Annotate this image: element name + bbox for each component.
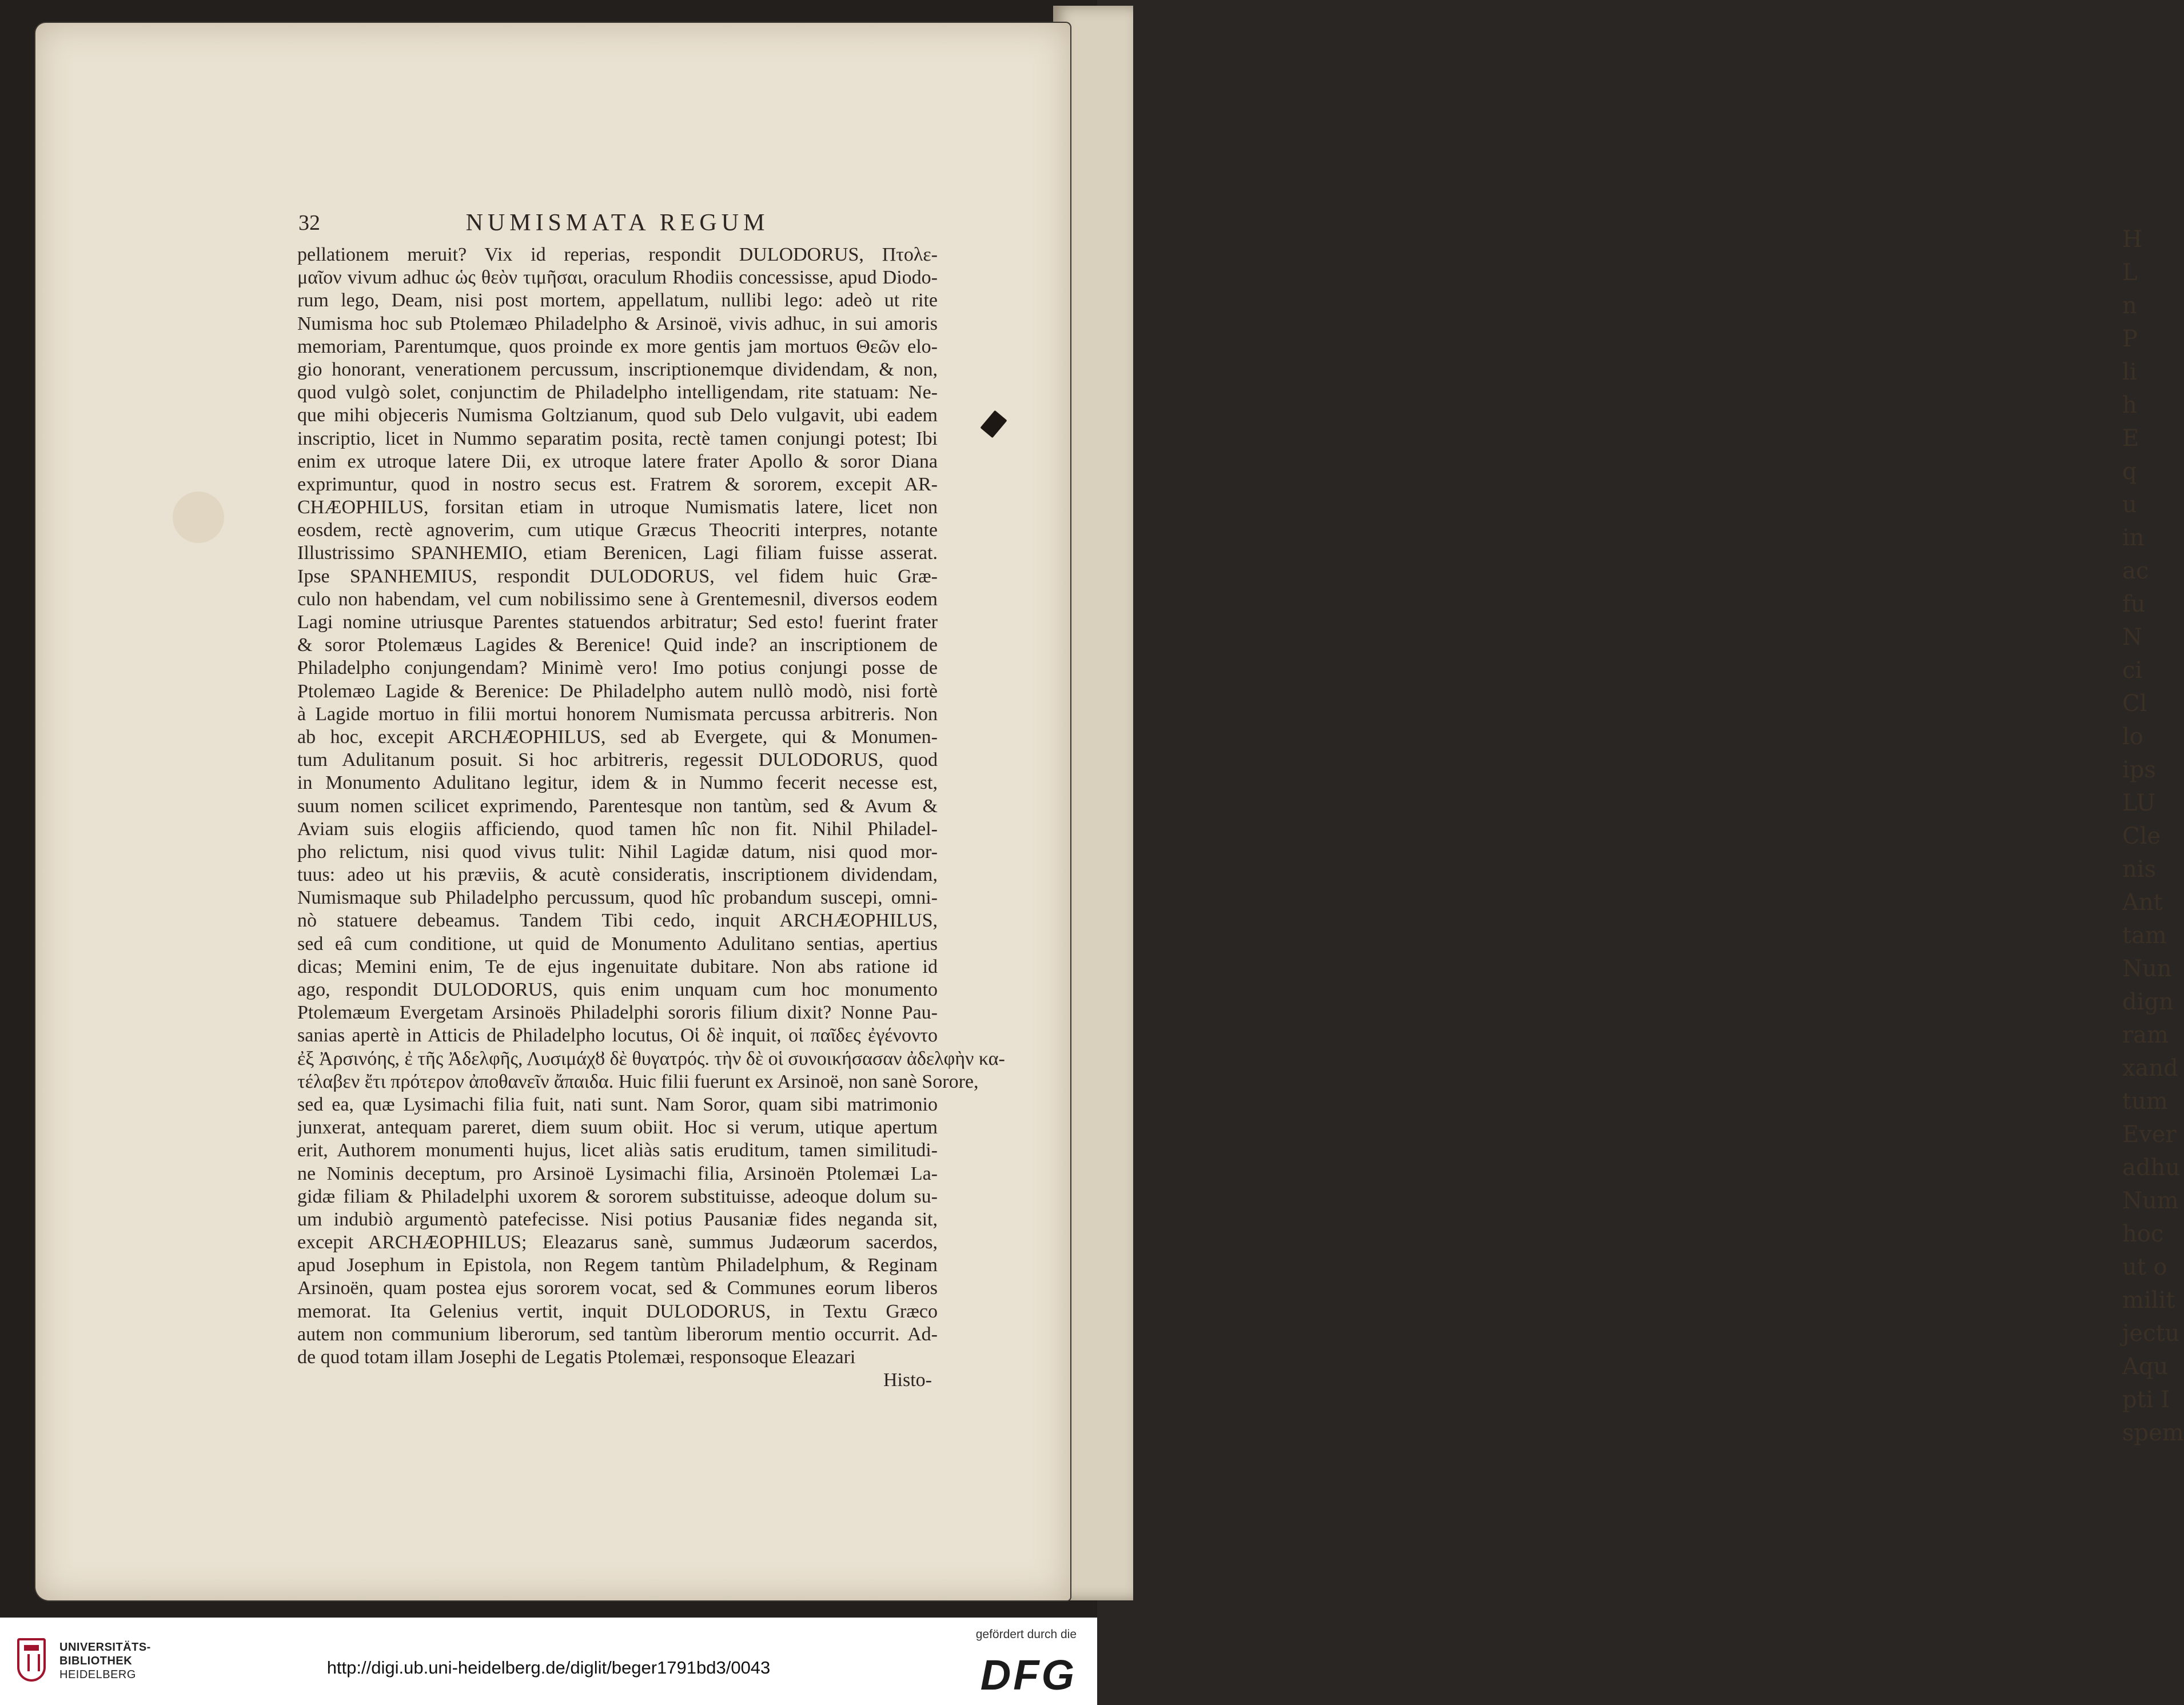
body-text-line: sed eâ cum conditione, ut quid de Monumento Adulitano sentias, apertius <box>297 933 938 955</box>
body-text-line: à Lagide mortuo in filii mortui honorem Numismata percussa arbitreris. Non <box>297 703 938 725</box>
body-text-line: enim ex utroque latere Dii, ex utroque latere frater Apollo & soror Diana <box>297 450 938 472</box>
viewer-footer <box>0 1618 1097 1705</box>
facing-page-fragment: ci <box>2122 657 2143 684</box>
facing-page-fragment: adhu <box>2122 1155 2180 1181</box>
body-text-line: um indubiò argumentò patefecisse. Nisi potius Pausaniæ fides neganda sit, <box>297 1208 938 1230</box>
body-text-line: Ipse SPANHEMIUS, respondit DULODORUS, vel fidem huic Græ- <box>297 565 938 587</box>
body-text-line: Philadelpho conjungendam? Minimè vero! Imo potius conjungi posse de <box>297 657 938 679</box>
facing-page-fragment: Cl <box>2122 690 2147 717</box>
facing-page-fragment: ram <box>2122 1022 2169 1048</box>
running-head <box>297 210 938 243</box>
body-text-line: ab hoc, excepit ARCHÆOPHILUS, sed ab Evergete, qui & Monumen- <box>297 726 938 748</box>
facing-page-fragment: Cle <box>2122 823 2161 849</box>
body-text-line: erit, Authorem monumenti hujus, licet aliàs satis eruditum, tamen similitudi- <box>297 1140 938 1161</box>
body-text-line: Arsinoën, quam postea ejus sororem vocat, sed & Communes eorum liberos <box>297 1277 938 1299</box>
body-text-line: quod vulgò solet, conjunctim de Philadelpho intelligendam, rite statuam: Ne- <box>297 382 938 404</box>
facing-page-fragment: pti I <box>2122 1387 2170 1413</box>
facing-page-fragment: li <box>2122 359 2137 385</box>
facing-page-fragment: N <box>2122 624 2142 650</box>
facing-page-fragment: ac <box>2122 558 2149 584</box>
body-text-line: eosdem, rectè agnoverim, cum utique Græcus Theocriti interpres, notante <box>297 520 938 541</box>
page-number: 32 <box>298 211 320 235</box>
body-text-line: autem non communium liberorum, sed tantùm liberorum mentio occurrit. Ad- <box>297 1323 938 1345</box>
body-text-line: dicas; Memini enim, Te de ejus ingenuitate dubitare. Non abs ratione id <box>297 956 938 977</box>
facing-page-fragment: lo <box>2122 724 2143 750</box>
facing-page-fragment: E <box>2122 425 2139 452</box>
body-text-line: culo non habendam, vel cum nobilissimo sene à Grentemesnil, diversos eodem <box>297 588 938 610</box>
facing-page-fragment: n <box>2122 293 2137 319</box>
body-text-line: Numismaque sub Philadelpho percussum, quod hîc probandum suscepi, omni- <box>297 887 938 909</box>
facing-page-fragment: q <box>2122 458 2137 485</box>
facing-page-fragment: Aqu <box>2122 1353 2169 1380</box>
body-text-line: inscriptio, licet in Nummo separatim posita, rectè tamen conjungi potest; Ibi <box>297 428 938 449</box>
body-text-line: sanias apertè in Atticis de Philadelpho locutus, Οἱ δὲ inquit, οἱ παῖδες ἐγένοντο <box>297 1025 938 1047</box>
body-text-line: & soror Ptolemæus Lagides & Berenice! Quid inde? an inscriptionem de <box>297 634 938 656</box>
body-text-line: excepit ARCHÆOPHILUS; Eleazarus sanè, summus Judæorum sacerdos, <box>297 1232 938 1253</box>
body-text-line: pho relictum, nisi quod vivus tulit: Nihil Lagidæ datum, nisi quod mor- <box>297 841 938 863</box>
body-text-line: Ptolemæo Lagide & Berenice: De Philadelpho autem nullò modò, nisi fortè <box>297 680 938 702</box>
body-text-line: sed ea, quæ Lysimachi filia fuit, nati sunt. Nam Soror, quam sibi matrimonio <box>297 1093 938 1115</box>
body-text-line: in Monumento Adulitano legitur, idem & in Nummo fecerit necesse est, <box>297 772 938 794</box>
body-text-line: de quod totam illam Josephi de Legatis Ptolemæi, responsoque Eleazari <box>297 1347 856 1368</box>
body-text-line: rum lego, Deam, nisi post mortem, appellatum, nullibi lego: adeò ut rite <box>297 290 938 312</box>
facing-page-fragment: milit <box>2122 1287 2175 1313</box>
facing-page-fragment: Num <box>2122 1188 2179 1214</box>
facing-page-fragment: jectu <box>2122 1320 2180 1347</box>
body-text-line: Numisma hoc sub Ptolemæo Philadelpho & Arsinoë, vivis adhuc, in sui amoris <box>297 313 938 334</box>
funding-note: gefördert durch die <box>975 1628 1077 1641</box>
body-text <box>297 243 1005 1369</box>
body-text-line: memoriam, Parentumque, quos proinde ex more gentis jam mortuos Θεῶν elo- <box>297 336 938 357</box>
body-text-line: nò statuere debeamus. Tandem Tibi cedo, inquit ARCHÆOPHILUS, <box>297 910 938 932</box>
facing-page-fragment: nis <box>2122 856 2157 883</box>
facing-page-fragment: h <box>2122 392 2137 418</box>
facing-page-fragment: ut o <box>2122 1254 2167 1280</box>
paper-stain <box>173 492 224 543</box>
facing-page-fragment: LU <box>2122 790 2156 816</box>
institution-line: UNIVERSITÄTS- <box>59 1641 151 1654</box>
facing-page-fragment: Nun <box>2122 956 2172 982</box>
facing-page-fragment: L <box>2122 259 2138 286</box>
catchword: Histo- <box>883 1369 932 1391</box>
body-text-line: tum Adulitanum posuit. Si hoc arbitreris, regessit DULODORUS, quod <box>297 749 938 771</box>
facing-page-fragment: Ant <box>2122 889 2163 916</box>
body-text-line: Aviam suis elogiis afficiendo, quod tamen hîc non fit. Nihil Philadel- <box>297 818 938 840</box>
body-text-line: τέλαβεν ἔτι πρότερον ἀποθανεῖν ἄπαιδα. Huic filii fuerunt ex Arsinoë, non sanè Sorore, <box>297 1071 979 1092</box>
body-text-line: pellationem meruit? Vix id reperias, respondit DULODORUS, Πτολε- <box>297 244 938 265</box>
body-text-line: memorat. Ita Gelenius vertit, inquit DULODORUS, in Textu Græco <box>297 1300 938 1322</box>
running-title: NUMISMATA REGUM <box>465 210 770 236</box>
source-url-link[interactable]: http://digi.ub.uni-heidelberg.de/diglit/beger1791bd3/0043 <box>326 1658 771 1678</box>
body-text-line: Lagi nomine utriusque Parentes statuendos arbitratur; Sed esto! fuerint frater <box>297 612 938 633</box>
facing-page-text <box>2122 223 2184 1450</box>
body-text-line: exprimuntur, quod in nostro secus est. Fratrem & sororem, excepit AR- <box>297 473 938 495</box>
facing-page-fragment: xand <box>2122 1055 2178 1081</box>
facing-page-fragment: hoc <box>2122 1221 2164 1247</box>
body-text-line: junxerat, antequam pareret, diem suum obiit. Hoc si verum, utique apertum <box>297 1117 938 1139</box>
page-text-block <box>297 210 1005 1392</box>
institution-line: HEIDELBERG <box>59 1668 136 1681</box>
institution-line: BIBLIOTHEK <box>59 1655 133 1667</box>
body-text-line: ἐξ Ἀρσινόης, ἐ τῆς Ἀδελφῆς, Λυσιμάχȣ δὲ θυγατρός. τὴν δὲ οἱ συνοικήσασαν ἀδελφὴν κα- <box>297 1048 1005 1069</box>
body-text-line: tuus: adeo ut his præviis, & acutè consideratis, inscriptionem dividendam, <box>297 864 938 886</box>
body-text-line: que mihi objeceris Numisma Goltzianum, quod sub Delo vulgavit, ubi eadem <box>297 405 938 426</box>
body-text-line: μαῖον vivum adhuc ὡς θεὸν τιμῆσαι, oraculum Rhodiis concessisse, apud Diodo- <box>297 267 938 289</box>
dfg-logo: DFG <box>980 1651 1077 1699</box>
body-text-line: CHÆOPHILUS, forsitan etiam in utroque Numismatis latere, licet non <box>297 497 938 518</box>
facing-page-fragment: ips <box>2122 757 2156 783</box>
facing-page-fragment: spem <box>2122 1420 2184 1446</box>
facing-page-fragment: fu <box>2122 591 2146 617</box>
body-text-line: Ptolemæum Evergetam Arsinoës Philadelphi sororis filium dixit? Nonne Pau- <box>297 1002 938 1024</box>
body-text-line: apud Josephum in Epistola, non Regem tantùm Philadelphum, & Reginam <box>297 1255 938 1276</box>
body-text-line: gidæ filiam & Philadelphi uxorem & sororem substituisse, adeoque dolum su- <box>297 1185 938 1207</box>
facing-page-fragment: Ever <box>2122 1121 2177 1148</box>
facing-page-fragment: dign <box>2122 989 2174 1015</box>
body-text-line: ne Nominis deceptum, pro Arsinoë Lysimachi filia, Arsinoën Ptolemæi La- <box>297 1163 938 1184</box>
facing-page-fragment: H <box>2122 226 2142 253</box>
facing-page-fragment: tum <box>2122 1088 2168 1115</box>
facing-page-fragment: u <box>2122 492 2137 518</box>
facing-page-fragment: tam <box>2122 923 2167 949</box>
facing-page-fragment: P <box>2122 326 2138 352</box>
facing-page-fragment: in <box>2122 525 2145 551</box>
body-text-line: suum nomen scilicet exprimendo, Parentesque non tantùm, sed & Avum & <box>297 795 938 817</box>
body-text-line: ago, respondit DULODORUS, quis enim unquam cum hoc monumento <box>297 979 938 1000</box>
body-text-line: gio honorant, venerationem percussum, inscriptionemque dividendam, & non, <box>297 358 938 380</box>
body-text-line: Illustrissimo SPANHEMIO, etiam Berenicen, Lagi filiam fuisse asserat. <box>297 542 938 564</box>
